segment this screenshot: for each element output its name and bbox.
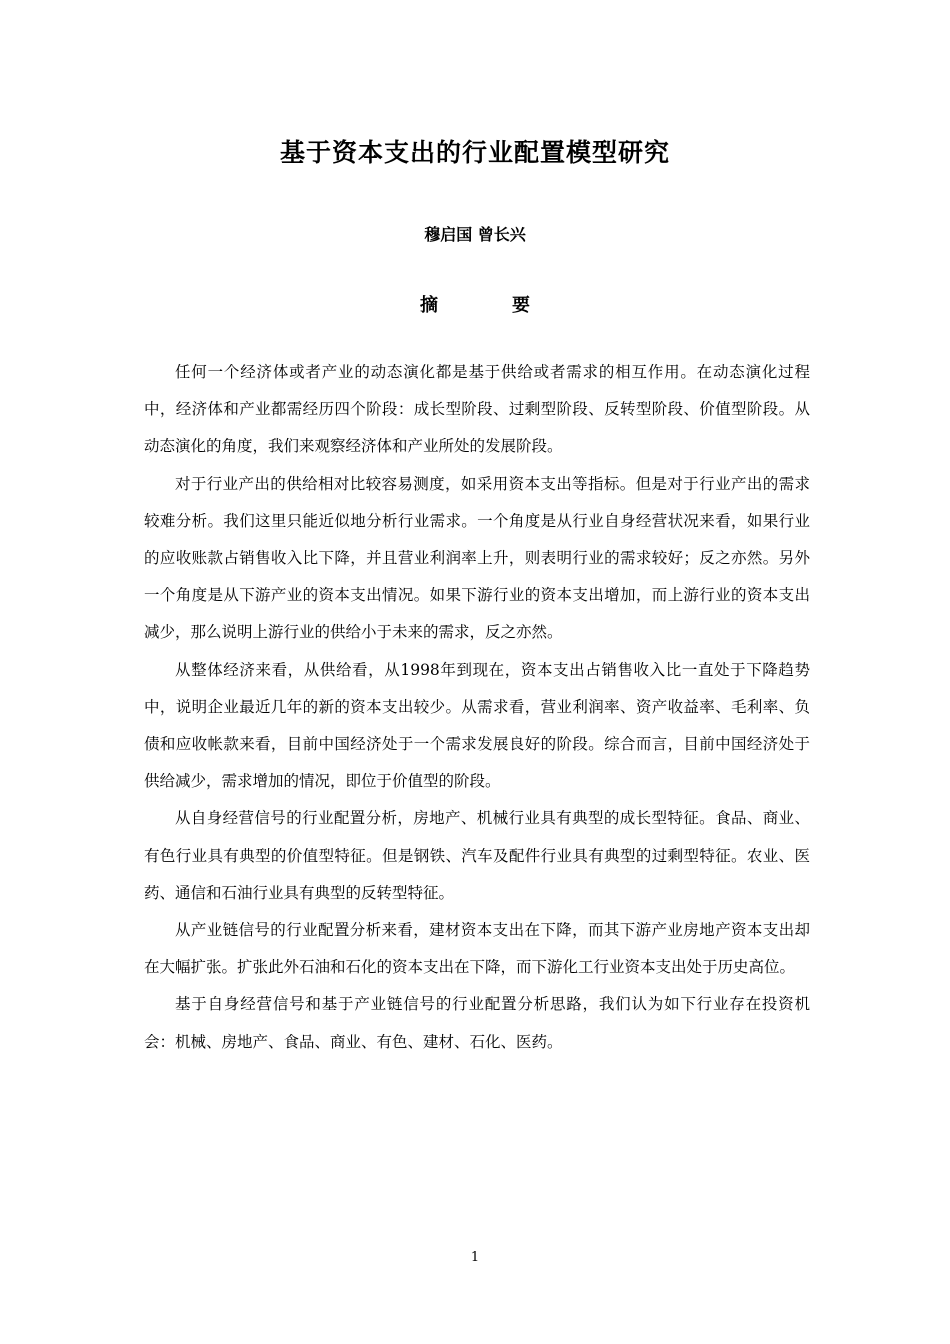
page-number: 1	[470, 1250, 480, 1265]
abstract-heading	[0, 291, 950, 317]
abstract-heading-char-1: 摘	[420, 295, 438, 316]
authors: 穆启国 曾长兴	[424, 225, 526, 244]
abstract-paragraph: 从产业链信号的行业配置分析来看，建材资本支出在下降，而其下游产业房地产资本支出却在大幅扩张。扩张此外石油和石化的资本支出在下降，而下游化工行业资本支出处于历史高位。	[144, 921, 810, 977]
abstract-heading-char-2: 要	[512, 295, 530, 316]
abstract-body	[144, 354, 810, 1061]
abstract-paragraph: 从自身经营信号的行业配置分析，房地产、机械行业具有典型的成长型特征。食品、商业、有色行业具有典型的价值型特征。但是钢铁、汽车及配件行业具有典型的过剩型特征。农业、医药、通信和石油行业具有典型的反转型特征。	[144, 809, 810, 902]
abstract-paragraph: 从整体经济来看，从供给看，从1998年到现在，资本支出占销售收入比一直处于下降趋势中，说明企业最近几年的新的资本支出较少。从需求看，营业利润率、资产收益率、毛利率、负债和应收帐款来看，目前中国经济处于一个需求发展良好的阶段。综合而言，目前中国经济处于供给减少，需求增加的情况，即位于价值型的阶段。	[144, 660, 810, 791]
abstract-paragraph: 基于自身经营信号和基于产业链信号的行业配置分析思路，我们认为如下行业存在投资机会：机械、房地产、食品、商业、有色、建材、石化、医药。	[144, 995, 810, 1051]
paper-title: 基于资本支出的行业配置模型研究	[279, 138, 670, 167]
abstract-paragraph: 对于行业产出的供给相对比较容易测度，如采用资本支出等指标。但是对于行业产出的需求较难分析。我们这里只能近似地分析行业需求。一个角度是从行业自身经营状况来看，如果行业的应收账款占销售收入比下降，并且营业利润率上升，则表明行业的需求较好；反之亦然。另外一个角度是从下游产业的资本支出情况。如果下游行业的资本支出增加，而上游行业的资本支出减少，那么说明上游行业的供给小于未来的需求，反之亦然。	[144, 474, 810, 642]
abstract-paragraph: 任何一个经济体或者产业的动态演化都是基于供给或者需求的相互作用。在动态演化过程中，经济体和产业都需经历四个阶段：成长型阶段、过剩型阶段、反转型阶段、价值型阶段。从动态演化的角度，我们来观察经济体和产业所处的发展阶段。	[144, 363, 810, 456]
